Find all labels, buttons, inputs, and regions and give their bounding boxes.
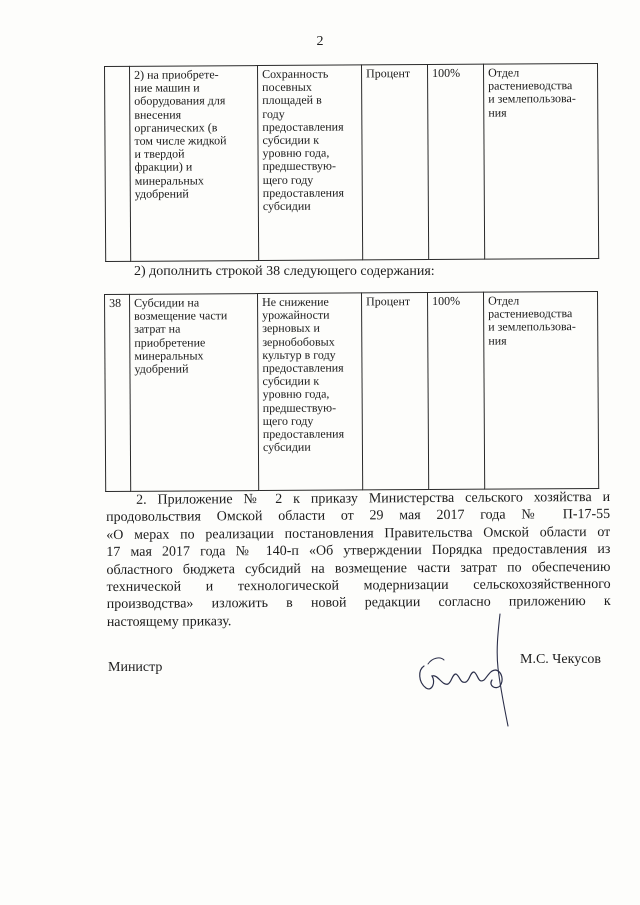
table-row bbox=[105, 291, 599, 491]
value-cell: 100% bbox=[427, 64, 484, 259]
department-cell: Отдел растениеводства и землепользова- ния bbox=[483, 291, 598, 489]
subsidy-purpose-cell: 2) на приобрете- ние машин и оборудования для внесения органических (в том числе жидкой и твердой фракции) и минеральных удобрений bbox=[130, 66, 259, 262]
signer-title: Министр bbox=[108, 660, 163, 675]
amendment-table-2 bbox=[104, 291, 599, 492]
department-cell: Отдел растениеводства и землепользова- ния bbox=[483, 63, 598, 259]
row-number-cell bbox=[105, 66, 131, 261]
body-paragraph: 2. Приложение № 2 к приказу Министерства сельского хозяйства и продовольствия Омской области от 29 мая 2017 года № П-17-55 «О мерах по реализации постановления Правительства Омской области от 17 мая 2017 года № 140-п «Об утверждении Порядка предоставления из областного бюджета субсидий на возмещение части затрат по обеспечению технической и технологической модернизации сельскохозяйственного производства» изложить в новой редакции согласно приложению к настоящему приказу. bbox=[106, 489, 611, 630]
unit-cell: Процент bbox=[361, 65, 428, 260]
signer-name: М.С. Чекусов bbox=[520, 652, 602, 667]
indicator-cell: Сохранность посевных площадей в году предоставления субсидии к уровню года, предшествую- щего году предоставления субсидии bbox=[258, 65, 363, 261]
indicator-cell: Не снижение урожайности зерновых и зернобобовых культур в году предоставления субсидии к уровню года, предшествую- щего году предоставления субсидии bbox=[258, 293, 363, 491]
instruction-line: 2) дополнить строкой 38 следующего содержания: bbox=[134, 264, 435, 279]
subsidy-purpose-cell: Субсидии на возмещение части затрат на приобретение минеральных удобрений bbox=[130, 294, 259, 492]
row-number-cell: 38 bbox=[105, 294, 131, 491]
handwritten-signature bbox=[412, 610, 522, 728]
page-number: 2 bbox=[316, 34, 324, 49]
amendment-table-1 bbox=[104, 63, 599, 262]
table-row bbox=[105, 63, 599, 261]
value-cell: 100% bbox=[427, 292, 484, 489]
unit-cell: Процент bbox=[361, 293, 428, 490]
